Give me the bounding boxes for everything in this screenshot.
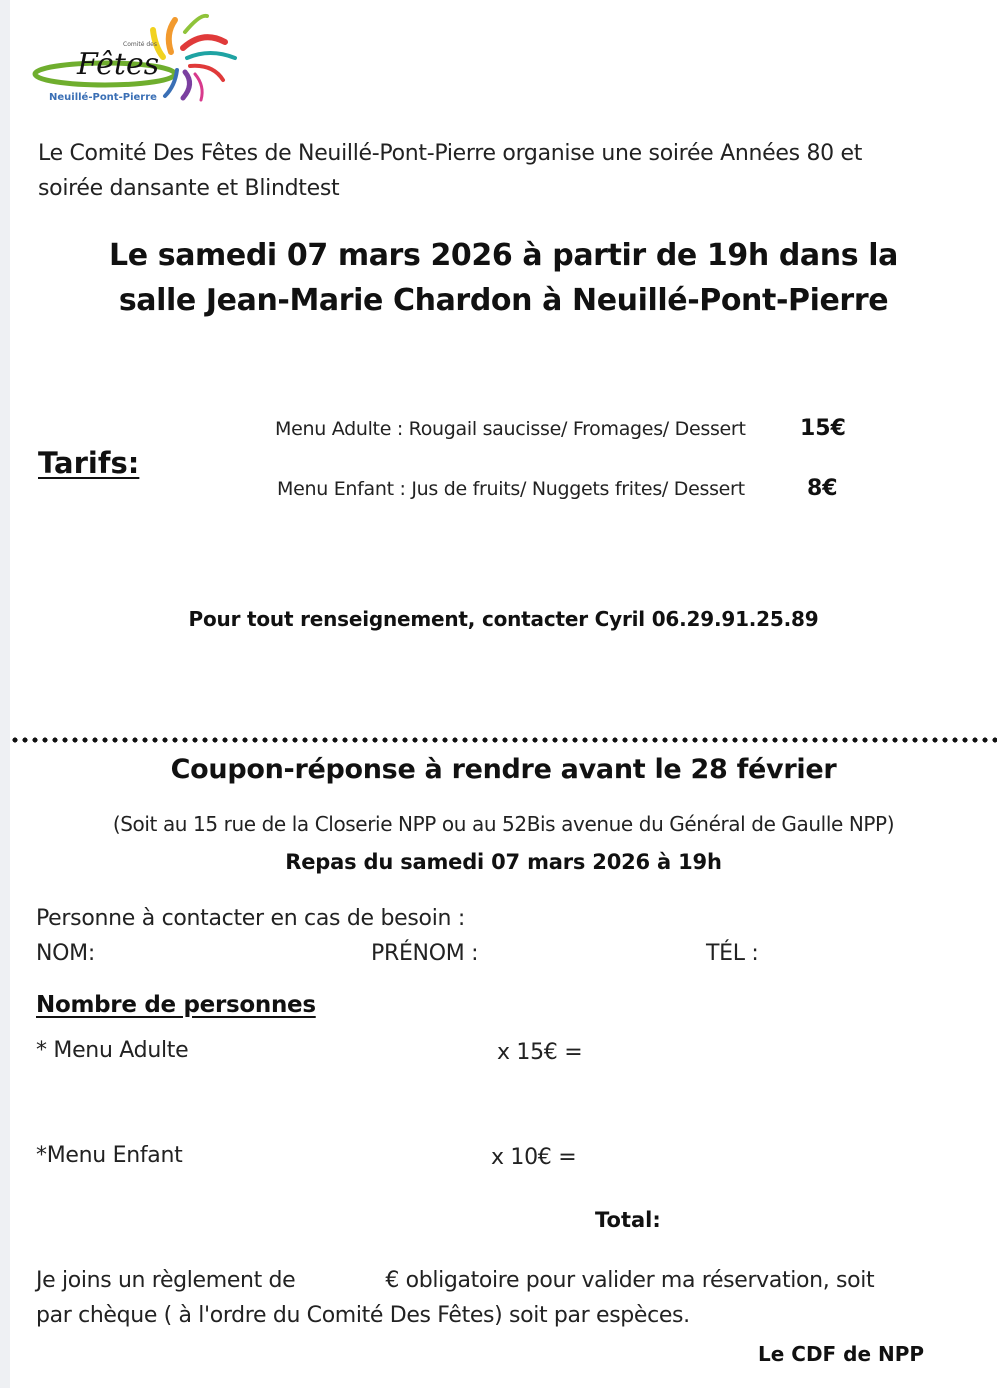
logo-graphic — [25, 2, 240, 108]
adult-menu-multiplier[interactable]: x 15€ = — [497, 1040, 583, 1065]
nombre-personnes-heading: Nombre de personnes — [36, 992, 316, 1018]
tarif-adult-price: 15€ — [800, 416, 846, 441]
payment-part-1: Je joins un règlement de — [36, 1268, 296, 1293]
contact-info: Pour tout renseignement, contacter Cyril 06.29.91.25.89 — [188, 607, 819, 631]
intro-line-1: Le Comité Des Fêtes de Neuillé-Pont-Pierre organise une soirée Années 80 et — [38, 141, 863, 166]
tel-field[interactable]: TÉL : — [706, 941, 759, 966]
tarif-child-price: 8€ — [807, 476, 838, 501]
child-menu-multiplier[interactable]: x 10€ = — [491, 1145, 577, 1170]
total-label[interactable]: Total: — [595, 1208, 661, 1232]
tarifs-label: Tarifs: — [38, 446, 140, 480]
logo-town-text: Neuillé-Pont-Pierre — [49, 92, 157, 103]
intro-line-2: soirée dansante et Blindtest — [38, 176, 340, 201]
logo-purple-stroke — [183, 72, 190, 98]
payment-paragraph — [36, 1263, 874, 1333]
logo-script-text: Fêtes — [77, 47, 160, 82]
logo-lime-stroke — [185, 16, 207, 32]
payment-line-2: par chèque ( à l'ordre du Comité Des Fêtes) soit par espèces. — [36, 1303, 690, 1328]
intro-paragraph — [38, 136, 862, 206]
flyer-page — [10, 0, 997, 1388]
event-headline-line-2: salle Jean-Marie Chardon à Neuillé-Pont-Pierre — [118, 283, 889, 318]
logo-pink-stroke — [195, 74, 202, 100]
logo-teal-stroke — [187, 53, 235, 58]
tarif-adult-description: Menu Adulte : Rougail saucisse/ Fromages/ Dessert — [275, 418, 746, 440]
logo-blue-stroke — [165, 70, 177, 96]
logo-small-text: Comité des — [123, 41, 157, 48]
nom-field[interactable]: NOM: — [36, 941, 95, 966]
logo-orange-stroke — [169, 20, 175, 52]
contact-person-label: Personne à contacter en cas de besoin : — [36, 906, 465, 931]
comite-des-fetes-logo — [25, 2, 240, 108]
child-menu-label: *Menu Enfant — [36, 1143, 183, 1168]
tarif-child-description: Menu Enfant : Jus de fruits/ Nuggets frites/ Dessert — [277, 478, 745, 500]
prenom-field[interactable]: PRÉNOM : — [371, 941, 479, 966]
coupon-repas: Repas du samedi 07 mars 2026 à 19h — [285, 850, 722, 874]
coupon-title: Coupon-réponse à rendre avant le 28 février — [170, 754, 837, 785]
signature: Le CDF de NPP — [758, 1342, 925, 1366]
payment-part-2: € obligatoire pour valider ma réservation, soit — [385, 1268, 875, 1293]
event-headline-line-1: Le samedi 07 mars 2026 à partir de 19h dans la — [109, 238, 898, 273]
coupon-cut-line — [10, 737, 997, 743]
coupon-address: (Soit au 15 rue de la Closerie NPP ou au 52Bis avenue du Général de Gaulle NPP) — [112, 812, 895, 836]
payment-line-1 — [36, 1263, 874, 1298]
adult-menu-label: * Menu Adulte — [36, 1038, 189, 1063]
logo-red-stroke — [183, 37, 225, 48]
